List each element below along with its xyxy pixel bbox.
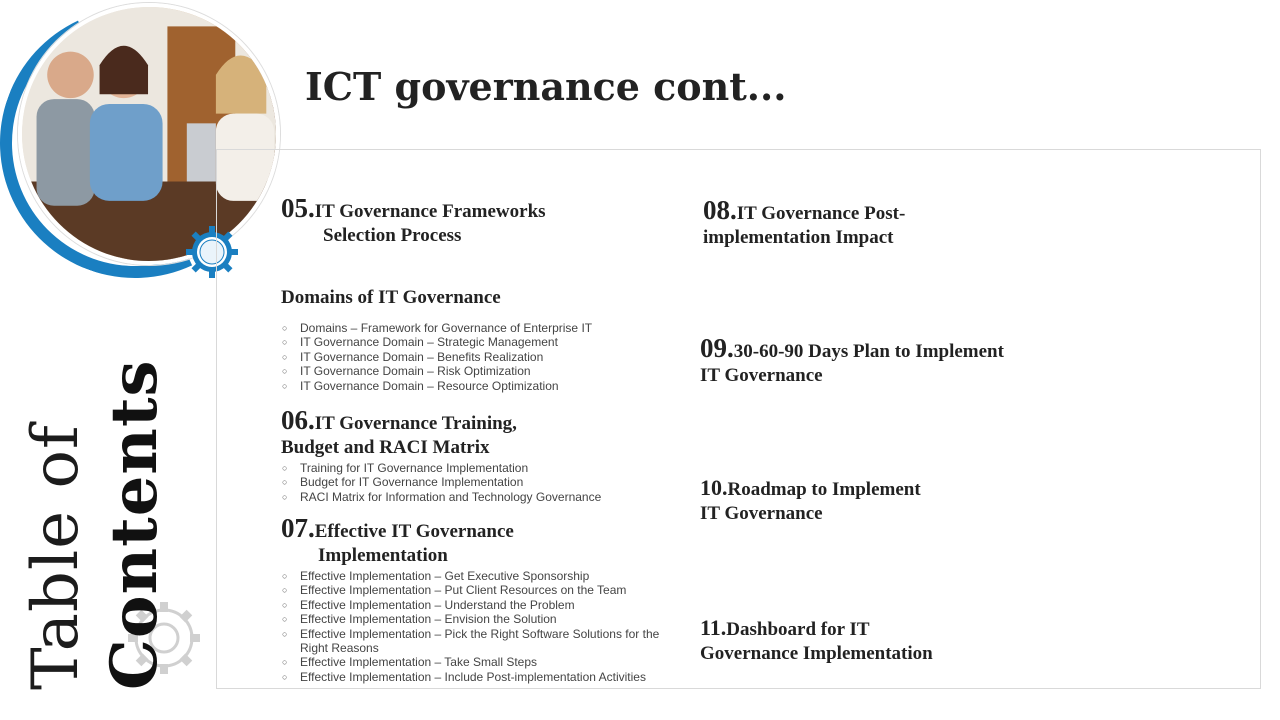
section-title-cont: Implementation <box>318 545 448 566</box>
section-11 <box>700 616 933 666</box>
vertical-title-line1: Table of <box>19 424 93 690</box>
list-item: ○ Effective Implementation – Take Small Steps <box>282 655 667 669</box>
section-title-cont: IT Governance <box>700 503 823 524</box>
section-06 <box>281 405 517 460</box>
list-item: ○ Effective Implementation – Understand the Problem <box>282 598 667 612</box>
list-item: ○ Effective Implementation – Get Executive Sponsorship <box>282 569 667 583</box>
list-item: ○ Training for IT Governance Implementation <box>282 461 662 475</box>
section-10 <box>700 476 921 526</box>
domains-heading: Domains of IT Governance <box>281 287 501 308</box>
section-06-list <box>282 461 662 504</box>
section-09 <box>700 333 1004 388</box>
list-item: ○ Budget for IT Governance Implementation <box>282 475 662 489</box>
section-08 <box>703 195 906 250</box>
section-number: 05. <box>281 193 315 223</box>
list-item: ○ Domains – Framework for Governance of Enterprise IT <box>282 321 662 335</box>
section-title: 30-60-90 Days Plan to Implement <box>733 341 1004 362</box>
list-item: ○ Effective Implementation – Pick the Right Software Solutions for the Right Reasons <box>282 627 667 656</box>
section-title-cont: IT Governance <box>700 365 823 386</box>
section-07-list <box>282 569 667 684</box>
section-title: IT Governance Training, <box>314 413 517 434</box>
list-item: ○ Effective Implementation – Include Post-implementation Activities <box>282 670 667 684</box>
section-title: IT Governance Frameworks <box>314 201 546 222</box>
section-title: Dashboard for IT <box>726 619 870 640</box>
list-item: ○ IT Governance Domain – Strategic Management <box>282 335 662 349</box>
section-title-cont: Governance Implementation <box>700 643 933 664</box>
section-number: 09. <box>700 333 734 363</box>
section-07 <box>281 513 514 568</box>
list-item: ○ IT Governance Domain – Resource Optimization <box>282 379 662 393</box>
section-title-cont: implementation Impact <box>703 227 894 248</box>
section-number: 11. <box>700 615 727 640</box>
domains-list <box>282 321 662 393</box>
section-number: 08. <box>703 195 737 225</box>
list-item: ○ RACI Matrix for Information and Technology Governance <box>282 490 662 504</box>
list-item: ○ Effective Implementation – Envision the Solution <box>282 612 667 626</box>
section-title: Roadmap to Implement <box>727 479 921 500</box>
section-title: Effective IT Governance <box>314 521 514 542</box>
section-number: 10. <box>700 475 728 500</box>
vertical-title <box>19 359 172 690</box>
list-item: ○ Effective Implementation – Put Client Resources on the Team <box>282 583 667 597</box>
vertical-title-line2: Contents <box>96 359 172 690</box>
section-number: 06. <box>281 405 315 435</box>
section-number: 07. <box>281 513 315 543</box>
list-item: ○ IT Governance Domain – Risk Optimization <box>282 364 662 378</box>
section-title-cont: Budget and RACI Matrix <box>281 437 490 458</box>
page-title: ICT governance cont... <box>305 64 787 109</box>
section-title-cont: Selection Process <box>323 225 462 246</box>
section-title: IT Governance Post- <box>736 203 906 224</box>
list-item: ○ IT Governance Domain – Benefits Realization <box>282 350 662 364</box>
section-05 <box>281 193 546 248</box>
